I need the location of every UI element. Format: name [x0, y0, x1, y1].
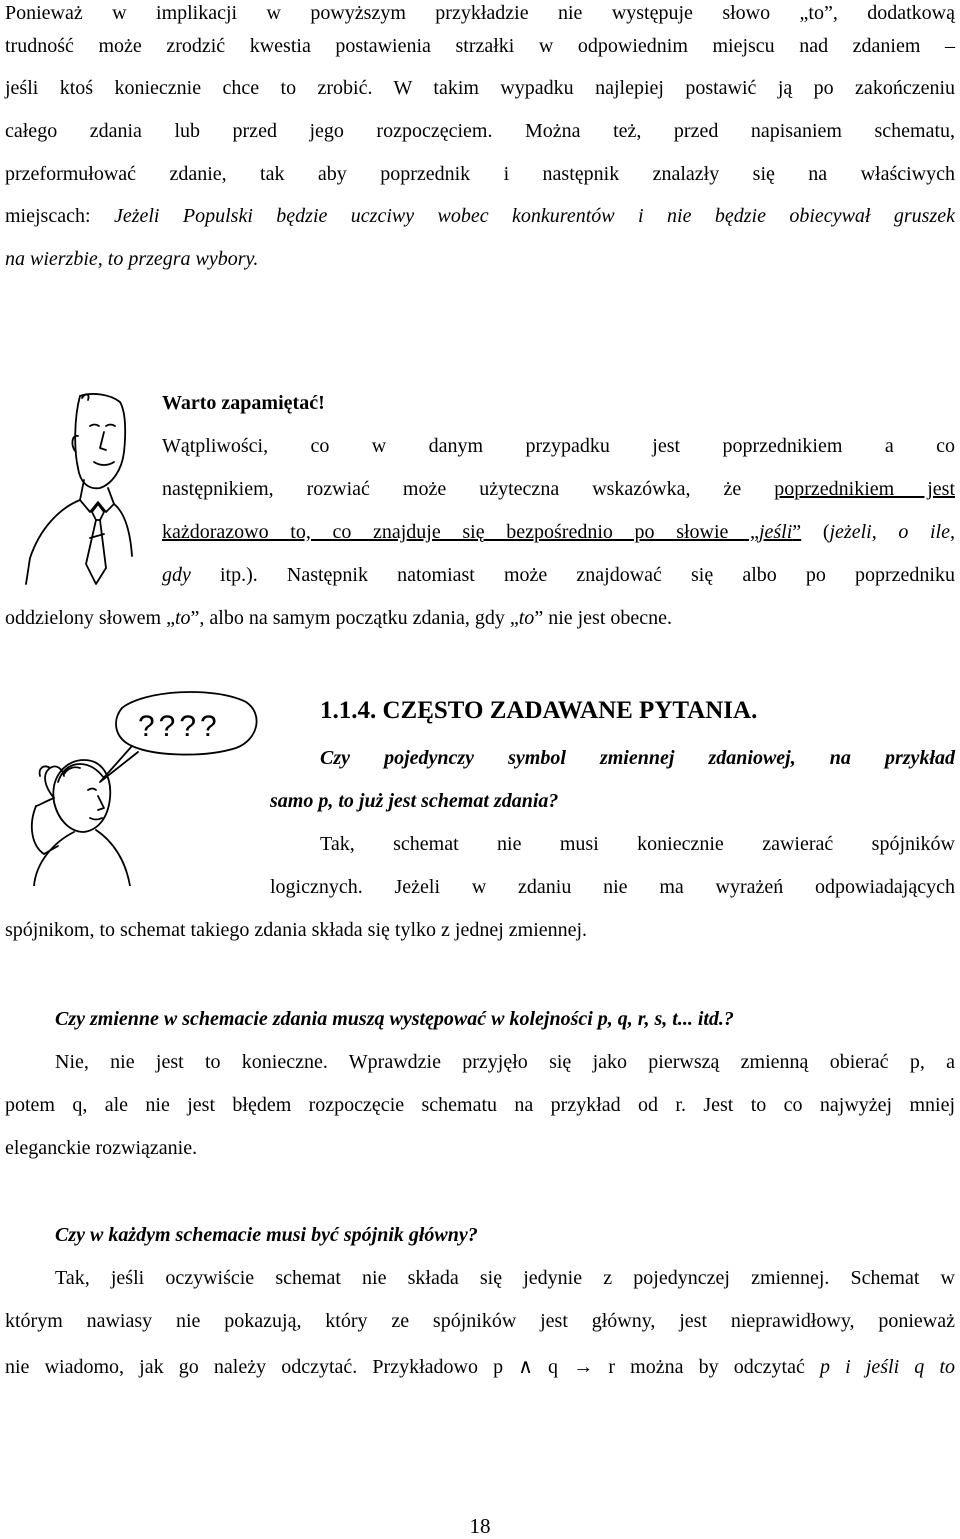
italic-word: gdy	[162, 564, 191, 586]
remember-line-1: Wątpliwości, co w danym przypadku jest poprzednikiem a co	[162, 435, 955, 457]
remember-line-5	[5, 605, 955, 631]
answer-2-line-2: potem q, ale nie jest błędem rozpoczęcie schematu na przykład od r. Jest to co najwyżej mniej	[5, 1094, 955, 1116]
text-run: (	[801, 521, 830, 543]
remember-line-3	[162, 519, 955, 545]
answer-3-line-2: którym nawiasy nie pokazują, który ze spójników jest główny, jest nieprawidłowy, ponieważ	[5, 1310, 955, 1332]
underlined-text: poprzednikiem jest	[774, 478, 956, 500]
paragraph-1-line-4: całego zdania lub przed jego rozpoczęciem. Można też, przed napisaniem schematu,	[5, 120, 955, 142]
answer-1-line-1: Tak, schemat nie musi koniecznie zawierać spójników	[320, 833, 955, 855]
question-2: Czy zmienne w schemacie zdania muszą występować w kolejności p, q, r, s, t... itd.?	[55, 1008, 734, 1030]
answer-2-line-1: Nie, nie jest to konieczne. Wprawdzie przyjęło się jako pierwszą zmienną obierać p, a	[55, 1051, 955, 1073]
text-run: ”, albo na samym początku zdania, gdy „	[190, 607, 519, 629]
question-3: Czy w każdym schemacie musi być spójnik główny?	[55, 1224, 478, 1246]
paragraph-1-line-7: na wierzbie, to przegra wybory.	[5, 248, 259, 270]
answer-1-line-3: spójnikom, to schemat takiego zdania składa się tylko z jednej zmiennej.	[5, 919, 588, 941]
implication-arrow: →	[573, 1356, 594, 1378]
and-symbol: ∧	[518, 1356, 533, 1378]
answer-3-line-3	[5, 1354, 955, 1380]
italic-words: jeżeli, o ile,	[829, 521, 955, 543]
question-1-line-2: samo p, to już jest schemat zdania?	[270, 790, 559, 812]
paragraph-1-line-3: jeśli ktoś koniecznie chce to zrobić. W takim wypadku najlepiej postawić ją po zakończeniu	[5, 77, 955, 99]
italic-word: to	[518, 607, 535, 629]
italic-word: to	[174, 607, 191, 629]
italic-word: jeśli	[758, 521, 793, 543]
section-title: 1.1.4. CZĘSTO ZADAWANE PYTANIA.	[320, 697, 758, 724]
text-run: nie wiadomo, jak go należy odczytać. Przykładowo p	[5, 1356, 519, 1378]
italic-reading: p i jeśli q to	[819, 1356, 955, 1378]
question-1-line-1: Czy pojedynczy symbol zmiennej zdaniowej, na przykład	[320, 747, 955, 769]
answer-1-line-2: logicznych. Jeżeli w zdaniu nie ma wyrażeń odpowiadających	[270, 876, 955, 898]
paragraph-1-line-5: przeformułować zdanie, tak aby poprzednik i następnik znalazły się na właściwych	[5, 163, 955, 185]
underlined-text	[162, 521, 801, 543]
text-run: miejscach:	[5, 205, 114, 227]
remember-line-2	[162, 476, 955, 502]
text-run: każdorazowo to, co znajduje się bezpośrednio po słowie „	[162, 521, 759, 543]
page-number: 18	[469, 1514, 491, 1538]
man-with-tie-illustration	[20, 388, 160, 588]
paragraph-1-line-6	[5, 203, 955, 229]
text-run: r można by odczytać	[593, 1356, 820, 1378]
paragraph-1-line-1: Ponieważ w implikacji w powyższym przykładzie nie występuje słowo „to”, dodatkową	[5, 2, 955, 24]
quote-mark: ”	[792, 521, 802, 543]
paragraph-1-line-2: trudność może zrodzić kwestia postawienia strzałki w odpowiednim miejscu nad zdaniem –	[5, 35, 955, 57]
remember-line-4	[162, 562, 955, 588]
question-marks: ????	[138, 710, 221, 743]
text-run: itp.). Następnik natomiast może znajdować się albo po poprzedniku	[190, 564, 955, 586]
text-run: oddzielony słowem „	[5, 607, 175, 629]
text-run: q	[532, 1356, 574, 1378]
example-sentence: Jeżeli Populski będzie uczciwy wobec konkurentów i nie będzie obiecywał gruszek	[113, 205, 955, 227]
text-run: następnikiem, rozwiać może użyteczna wskazówka, że	[162, 478, 775, 500]
answer-2-line-3: eleganckie rozwiązanie.	[5, 1137, 198, 1159]
thinking-person-illustration	[14, 686, 264, 886]
text-run: ” nie jest obecne.	[534, 607, 673, 629]
remember-heading: Warto zapamiętać!	[162, 392, 325, 414]
answer-3-line-1: Tak, jeśli oczywiście schemat nie składa się jedynie z pojedynczej zmiennej. Schemat w	[55, 1267, 955, 1289]
